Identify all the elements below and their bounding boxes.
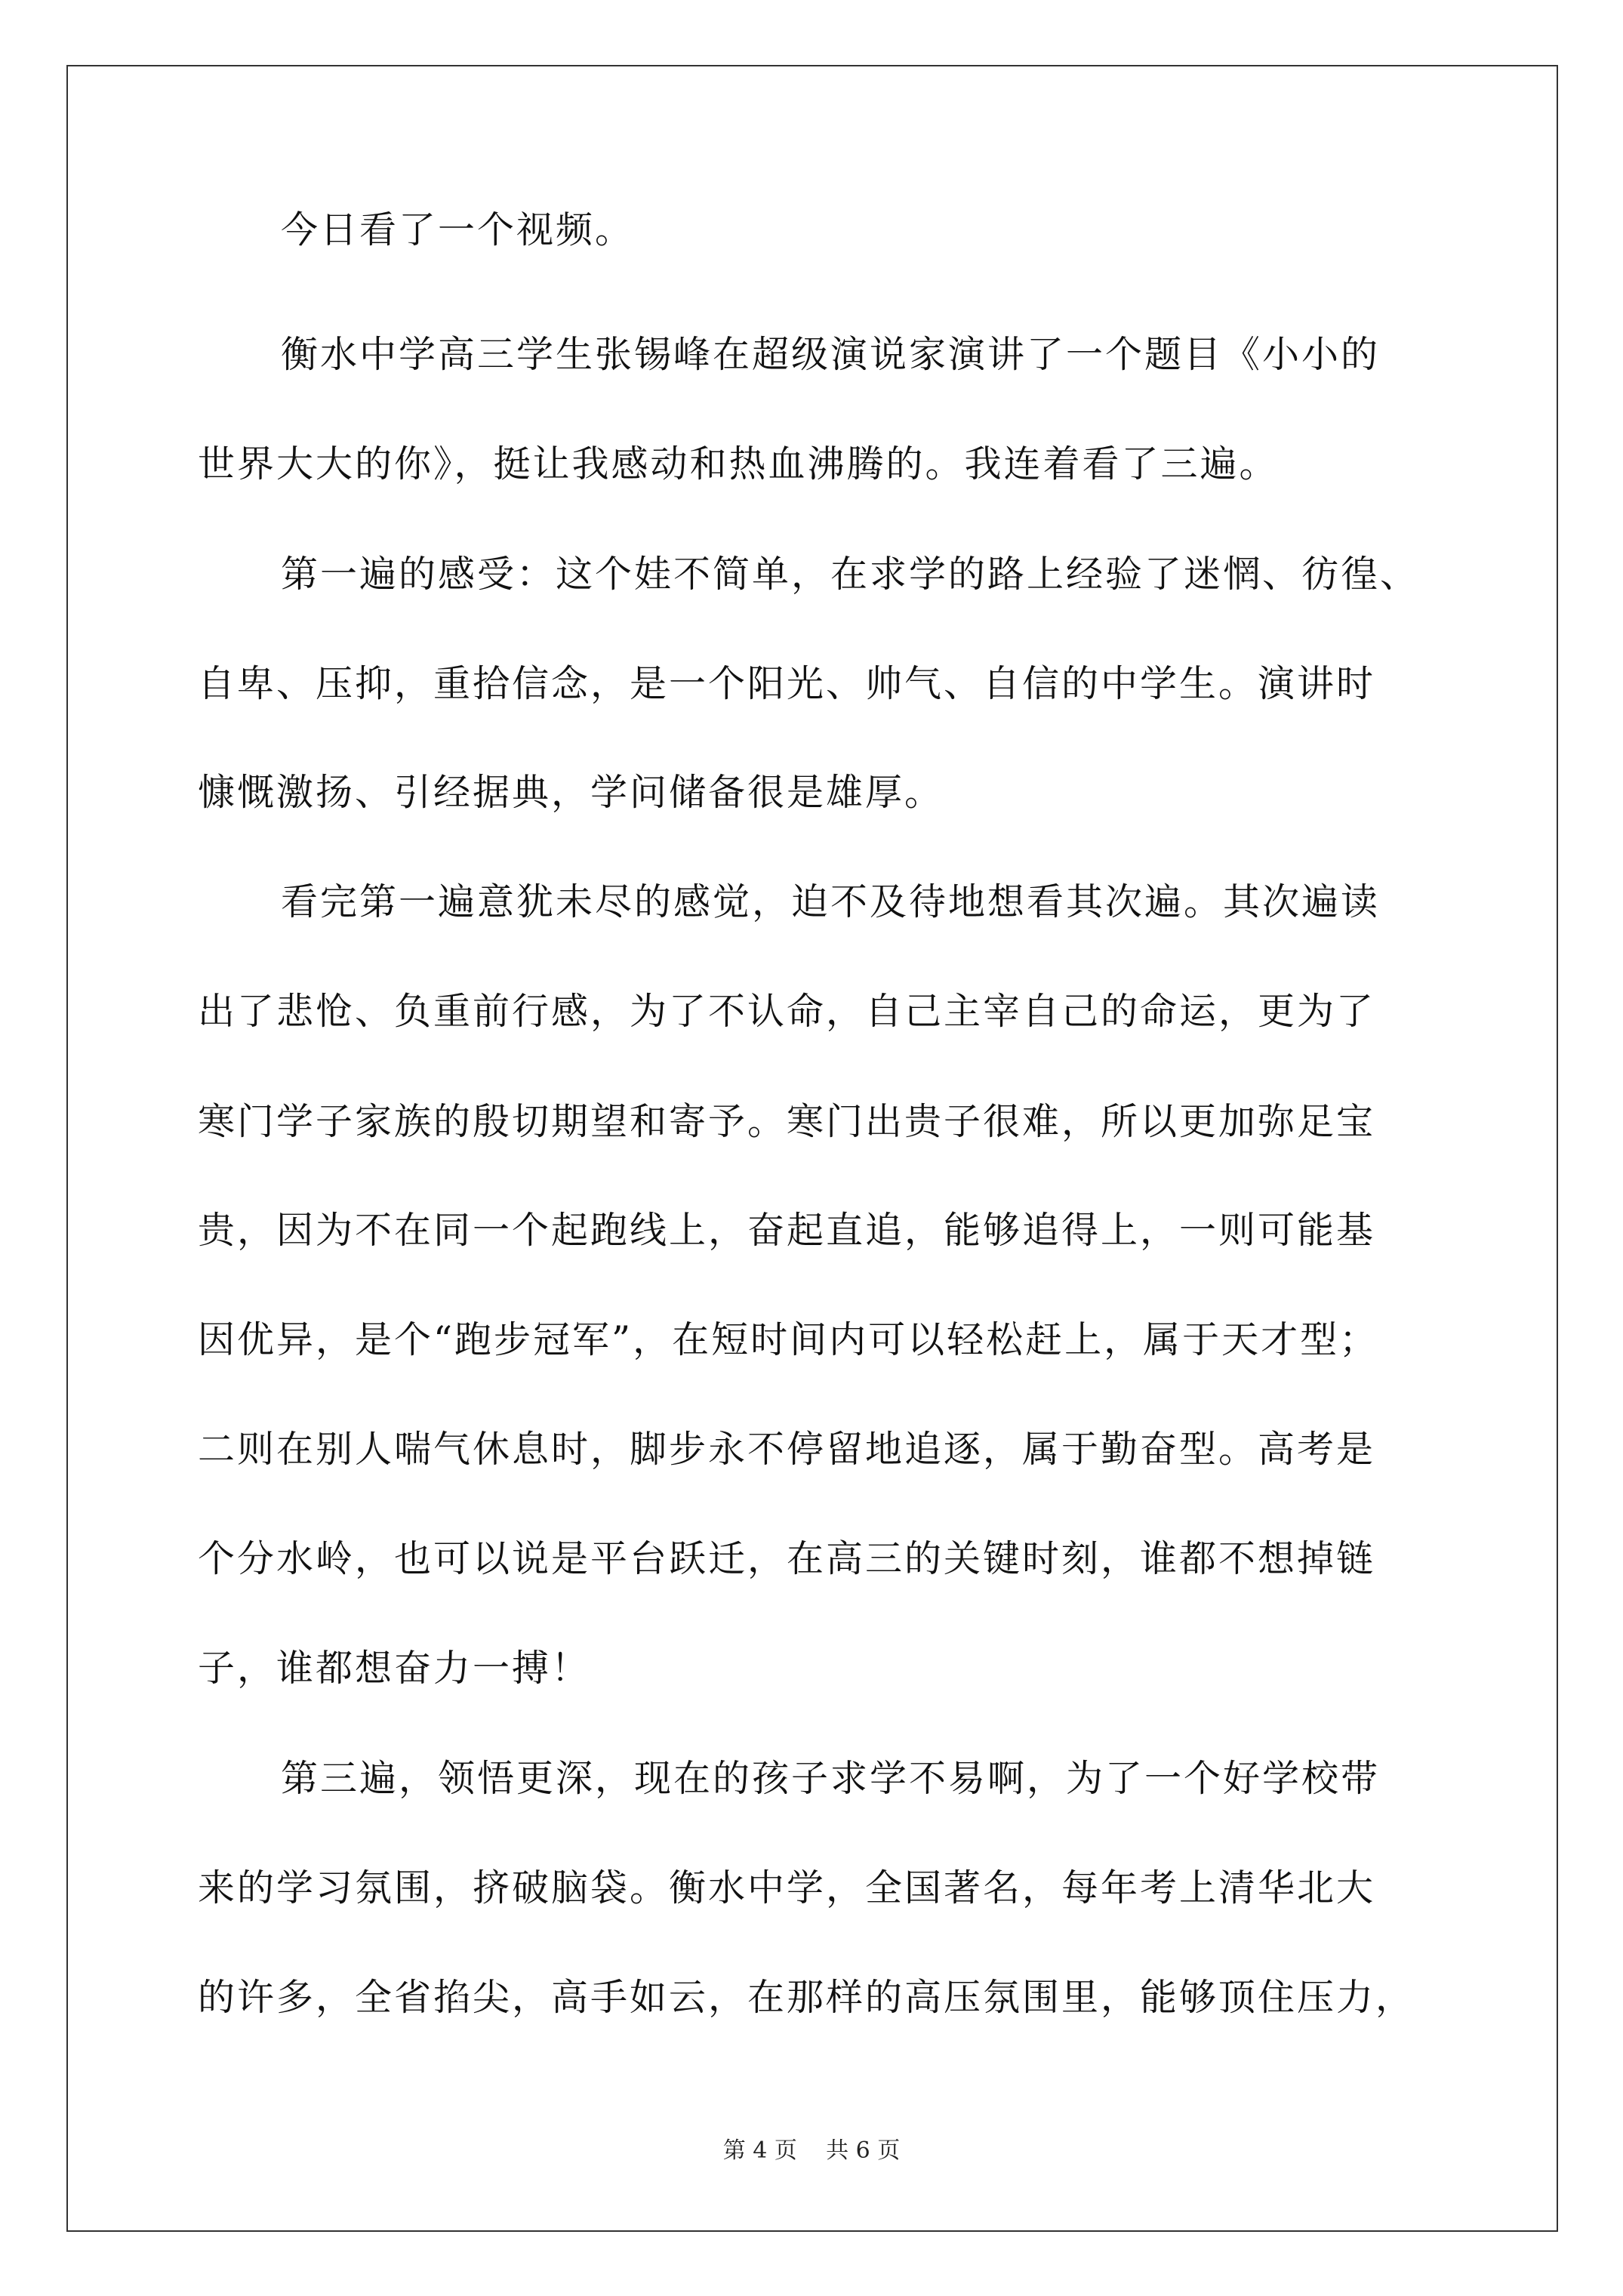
page-number-footer: 第 4 页 共 6 页: [722, 2137, 901, 2164]
paragraph-line: 衡水中学高三学生张锡峰在超级演说家演讲了一个题目《小小的: [281, 333, 1381, 376]
paragraph-line: 来的学习氛围，挤破脑袋。衡水中学，全国著名，每年考上清华北大: [198, 1866, 1376, 1909]
paragraph-line: 今日看了一个视频。: [281, 208, 635, 251]
paragraph-line: 慷慨激扬、引经据典，学问储备很是雄厚。: [198, 771, 944, 814]
paragraph-line: 世界大大的你》，挺让我感动和热血沸腾的。我连着看了三遍。: [198, 442, 1279, 485]
paragraph-line: 第一遍的感受：这个娃不简单，在求学的路上经验了迷惘、彷徨、: [281, 553, 1420, 596]
paragraph-line: 子，谁都想奋力一搏！: [198, 1647, 591, 1690]
paragraph-line: 二则在别人喘气休息时，脚步永不停留地追逐，属于勤奋型。高考是: [198, 1428, 1376, 1471]
paragraph-line: 看完第一遍意犹未尽的感觉，迫不及待地想看其次遍。其次遍读: [281, 880, 1381, 923]
paragraph-line: 自卑、压抑，重拾信念，是一个阳光、帅气、自信的中学生。演讲时: [198, 662, 1376, 705]
paragraph-line: 出了悲怆、负重前行感，为了不认命，自己主宰自己的命运，更为了: [198, 990, 1376, 1033]
paragraph-line: 因优异，是个“跑步冠军”，在短时间内可以轻松赶上，属于天才型；: [198, 1318, 1379, 1361]
paragraph-line: 贵，因为不在同一个起跑线上，奋起直追，能够追得上，一则可能基: [198, 1209, 1376, 1252]
paragraph-line: 的许多，全省掐尖，高手如云，在那样的高压氛围里，能够顶住压力，: [198, 1976, 1415, 2019]
paragraph-line: 第三遍，领悟更深，现在的孩子求学不易啊，为了一个好学校带: [281, 1757, 1381, 1800]
paragraph-line: 个分水岭，也可以说是平台跃迁，在高三的关键时刻，谁都不想掉链: [198, 1537, 1376, 1580]
paragraph-line: 寒门学子家族的殷切期望和寄予。寒门出贵子很难，所以更加弥足宝: [198, 1100, 1376, 1143]
